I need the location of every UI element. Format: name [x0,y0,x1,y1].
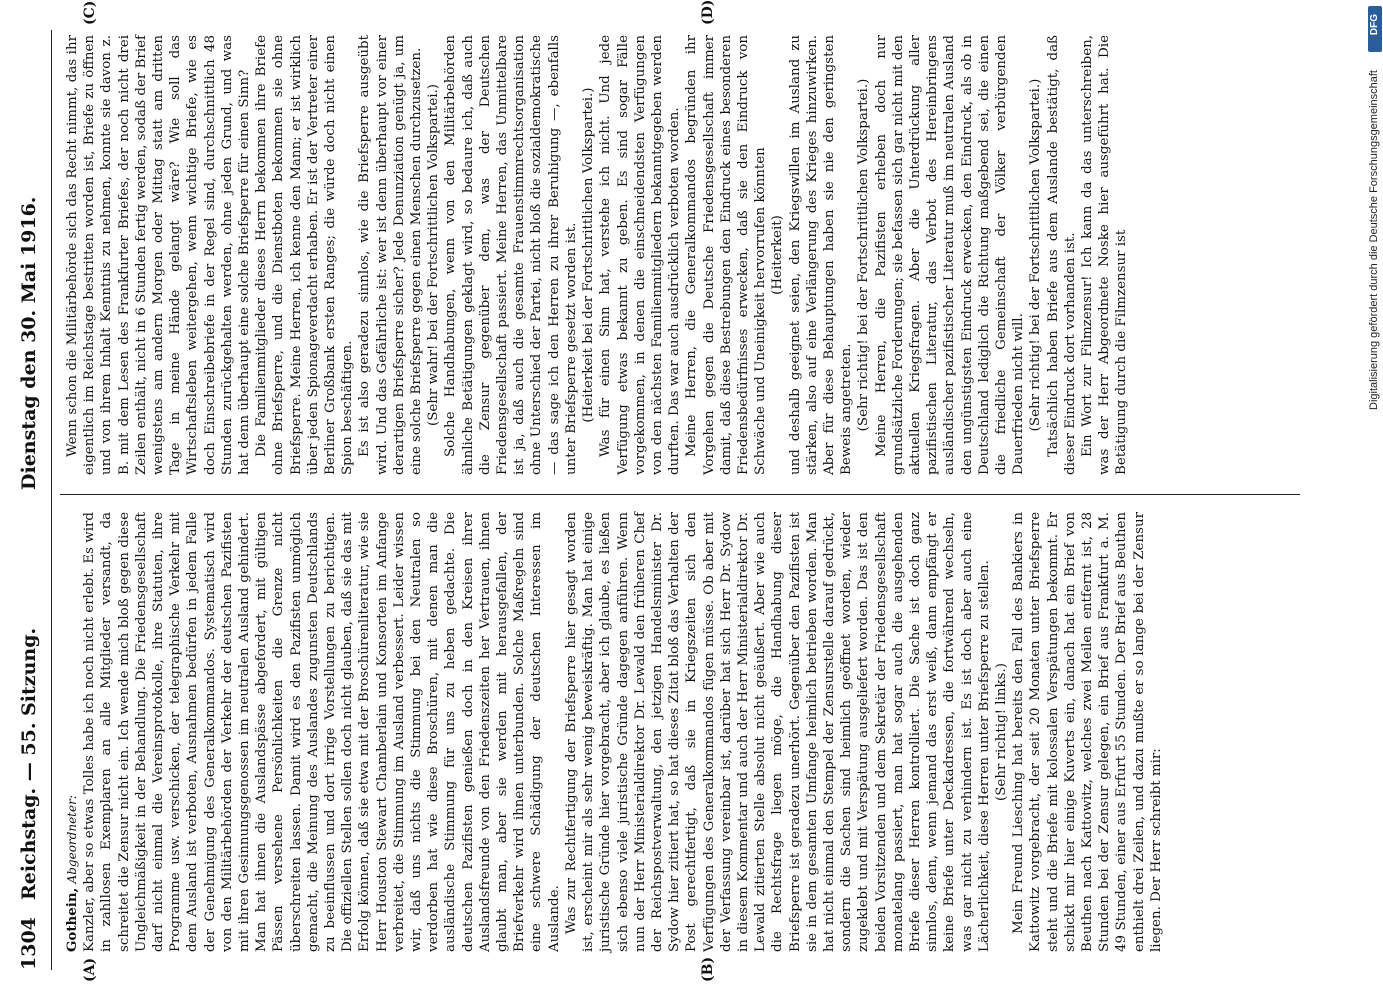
paragraph: Mein Freund Liesching hat bereits den Fall des Bankiers in Kattowitz vorgebracht, der seit 20 Monaten unter Briefsperre steht und die Briefe mit kolossalen Verspätungen bekommt. Er schickt mir hier einige Kuverts ein, danach hat ein Brief von Beuthen nach Kattowitz, welches zwei Meilen entfernt ist, 28 Stunden bei der Zensur gelegen, ein Brief aus Frankfurt a. M. 49 Stunden, einer aus Erfurt 55 Stunden. Der Brief aus Beuthen enthielt drei Zeilen, und dazu mußte er so lange bei der Zensur liegen. Der Herr schreibt mir: [1011,512,1164,952]
session-date: Dienstag den 30. Mai 1916. [18,196,40,490]
paragraph: Die Familienmitglieder dieses Herrn bekommen ihre Briefe ohne Briefsperre, und die Dienstboten bekommen sie ohne Briefsperre. Meine Herren, ich kenne den Mann; er ist wirklich über jeden Spionageverdacht erhaben. Er ist der Vertreter einer Berliner Großbank ersten Ranges; die würde doch nicht einen Spion beschäftigen. [254,35,356,475]
margin-mark-a: (A) [82,957,98,982]
paragraph: Ein Wort zur Filmzensur! Ich kann da das unterschreiben, was der Herr Abgeordnete Noske hier ausgeführt hat. Die Betätigung durch die Filmzensur ist [1079,35,1130,475]
paragraph: Meine Herren, die Generalkommandos begründen ihr Vorgehen gegen die Deutsche Friedensgesellschaft immer damit, daß diese Bestrebungen den Eindruck eines besonderen Friedensbedürfnisses erwecken, daß sie den Eindruck von Schwäche und Uneinigkeit hervorrufen könnten [684,35,769,475]
paragraph: Wenn schon die Militärbehörde sich das Recht nimmt, das ihr eigentlich im Reichstage bestritten worden ist, Briefe zu öffnen und von ihrem Inhalt Kenntnis zu nehmen, konnte sie davon z. B. mit dem Lesen des Frankfurter Briefes, der noch nicht drei Zeilen enthält, nicht in 6 Stunden fertig werden, sodaß der Brief wenigstens am andern Morgen oder Mittag statt am dritten Tage in meine Hände gelangt wäre? Wie soll das Wirtschaftsleben weitergehen, wenn wichtige Briefe, wie es doch Einschreibebriefe in der Regel sind, durchschnittlich 48 Stunden zurückgehalten werden, ohne jeden Grund, und was hat denn überhaupt eine solche Briefsperre für einen Sinn? [65,35,253,475]
paragraph: Solche Handhabungen, wenn von den Militärbehörden ähnliche Betätigungen geklagt wird, so bedaure ich, daß auch die Zensur gegenüber dem, was der Deutschen Friedensgesellschaft passiert. Meine Herren, das Unmittelbare ist ja, daß auch die gesamte Frauenstimmrechtsorganisation ohne Unterschied der Partei, nicht bloß die sozialdemokratische — das sage ich den Herren zu ihrer Beruhigung —, ebenfalls unter Briefsperre gesetzt worden ist. [443,35,579,475]
header-rule [51,30,52,970]
paragraph: Kanzler, aber so etwas Tolles habe ich noch nicht erlebt. Es wird in zahllosen Exemplaren an alle Mitglieder versandt, da schreitet die Zensur nicht ein. Ich wende mich bloß gegen diese Ungleichmäßigkeit in der Behandlung. Die Friedensgesellschaft darf nicht einmal die Vereinsprotokolle, ihre Statuten, ihre Programme usw. verschicken, der telegraphische Verkehr mit dem Ausland ist verboten, Ausnahmen bedürfen in jedem Falle der Genehmigung des Generalkommandos. Systematisch wird von den Militärbehörden der Verkehr der deutschen Pazifisten mit ihren Gesinnungsgenossen im neutralen Ausland gehindert. Man hat ihnen die Auslandspässe abgefordert, mit gültigen Pässen versehene Persönlichkeiten die Grenze nicht überschreiten lassen. Damit wird es den Pazifisten unmöglich gemacht, die Meinung des Auslandes zugunsten Deutschlands zu beeinflussen und dort irrige Vorstellungen zu berichtigen. Die offiziellen Stellen sollen doch nicht glauben, daß sie das mit Erfolg können, daß sie etwa mit der Broschürenliteratur, wie sie Herr Houston Stewart Chamberlain und Konsorten im Anfange verbreitet, die Stimmung im Ausland verbessert. Leider wissen wir, daß uns nichts die Stimmung bei den Neutralen so verdorben hat wie diese Broschüren, mit denen man die ausländische Stimmung für uns zu heben gedachte. Die deutschen Pazifisten genießen doch in den Kreisen ihrer Auslandsfreunde von den Friedenszeiten her Vertrauen, ihnen glaubt man, aber sie werden mit herausgefallen, der Briefverkehr wird ihnen unterbunden. Solche Maßregeln sind eine schwere Schädigung der deutschen Interessen im Auslande. [82,512,562,952]
paragraph: Meine Herren, die Pazifisten erheben doch nur grundsätzliche Forderungen; sie befassen sich gar nicht mit den aktuellen Kriegsfragen. Aber die Unterdrückung aller pazifistischen Literatur, das Verbot des Hereinbringens ausländischer pazifistischer Literatur muß im neutralen Ausland den ungünstigsten Eindruck erwecken, den Eindruck, als ob in Deutschland lediglich die Richtung maßgebend sei, die einen die friedliche Gemeinschaft der Völker verbürgenden Dauerfrieden nicht will. [873,35,1027,475]
digitization-credit [1367,0,1383,1000]
speaker-line [64,512,81,952]
paragraph: und deshalb geeignet seien, den Kriegswillen im Ausland zu stärken, also auf eine Verlängerung des Krieges hinzuwirken. Aber für diese Behauptungen haben sie nie den geringsten Beweis angetreten. [787,35,855,475]
margin-mark-d: (D) [700,0,716,25]
page-header [12,30,52,970]
paragraph: Was zur Rechtfertigung der Briefsperre hier gesagt worden ist, erscheint mir als sehr wenig beweiskräftig. Man hat einige juristische Gründe hier vorgebracht, aber ich glaube, es ließen sich ebenso viele juristische Gründe dagegen anführen. Wenn nun der Herr Ministerialdirektor Dr. Lewald den früheren Chef der Reichspostverwaltung, den jetzigen Handelsminister Dr. Sydow hier zitiert hat, so hat dieses Zitat bloß das Verhalten der Post gerechtfertigt, daß sie in Kriegszeiten sich den Verfügungen des Generalkommandos fügen müsse. Ob aber mit der Verfassung vereinbar ist, darüber hat sich Herr Dr. Sydow in diesem Kommentar und auch der Herr Ministerialdirektor Dr. Lewald zitierten Stelle absolut nicht geäußert. Aber wie auch die Rechtsfrage liegen möge, die Handhabung dieser Briefsperre ist geradezu unerhört. Gegenüber den Pazifisten ist sie in dem gesamten Umfange heimlich betrieben worden. Man hat nicht einmal den Stempel der Zensurstelle darauf gedrückt, sondern die Sachen sind heimlich geöffnet worden, wieder zugeklebt und mit Verspätung ausgeliefert worden. Das ist den beiden Vorsitzenden und dem Sekretär der Friedensgesellschaft monatelang passiert, man hat sogar auch die ausgehenden Briefe dieser Herren kontrolliert. Die Sache ist doch ganz sinnlos, denn, wenn jemand das erst weiß, dann empfängt er keine Briefe unter Deckadressen, die fortwährend wechseln, was gar nicht zu verhindern ist. Es ist doch aber auch eine Lächerlichkeit, diese Herren unter Briefsperre zu stellen. [563,512,992,952]
left-column [64,512,1165,952]
interjection: (Sehr richtig! bei der Fortschrittlichen Volkspartei.) [1028,78,1044,432]
interjection: (Sehr wahr! bei der Fortschrittlichen Volkspartei.) [426,83,442,427]
paragraph: Was für einen Sinn hat, verstehe ich nicht. Und jede Verfügung etwas bekannt zu geben. Es sind sogar Fälle vorgekommen, in denen die einschneidendsten Verfügungen von den nächsten Familienmitgliedern bekanntgegeben werden durften. Das war auch ausdrücklich verboten worden. [598,35,683,475]
page-number: 1304 [18,917,40,970]
speaker-role: Abgeordneter: [65,795,79,884]
margin-mark-b: (B) [700,956,716,982]
interjection: (Heiterkeit) [770,215,786,295]
credit-text: Digitalisierung gefördert durch die Deutsche Forschungsgemeinschaft [1368,70,1380,410]
paragraph: Tatsächlich haben Briefe aus dem Auslande bestätigt, daß dieser Eindruck dort vorhanden ist. [1045,35,1078,475]
speaker-name: Gothein, [64,887,80,952]
interjection: (Heiterkeit bei der Fortschrittlichen Volkspartei.) [581,87,597,423]
interjection: (Sehr richtig! bei der Fortschrittlichen Volkspartei.) [856,78,872,432]
interjection: (Sehr richtig! links.) [993,663,1009,801]
margin-mark-c: (C) [82,0,98,25]
column-divider [60,494,1300,495]
right-column [64,35,1131,475]
paragraph: Es ist also geradezu sinnlos, wie die Briefsperre ausgeübt wird. Und das Gefährliche ist: wer ist denn überhaupt vor einer derartigen Briefsperre sicher? Jede Denunziation genügt ja, um eine solche Briefsperre gegen einen Menschen durchzusetzen. [357,35,425,475]
dfg-logo: DFG [1368,6,1382,52]
session-title: Reichstag. — 55. Sitzung. [18,627,40,900]
